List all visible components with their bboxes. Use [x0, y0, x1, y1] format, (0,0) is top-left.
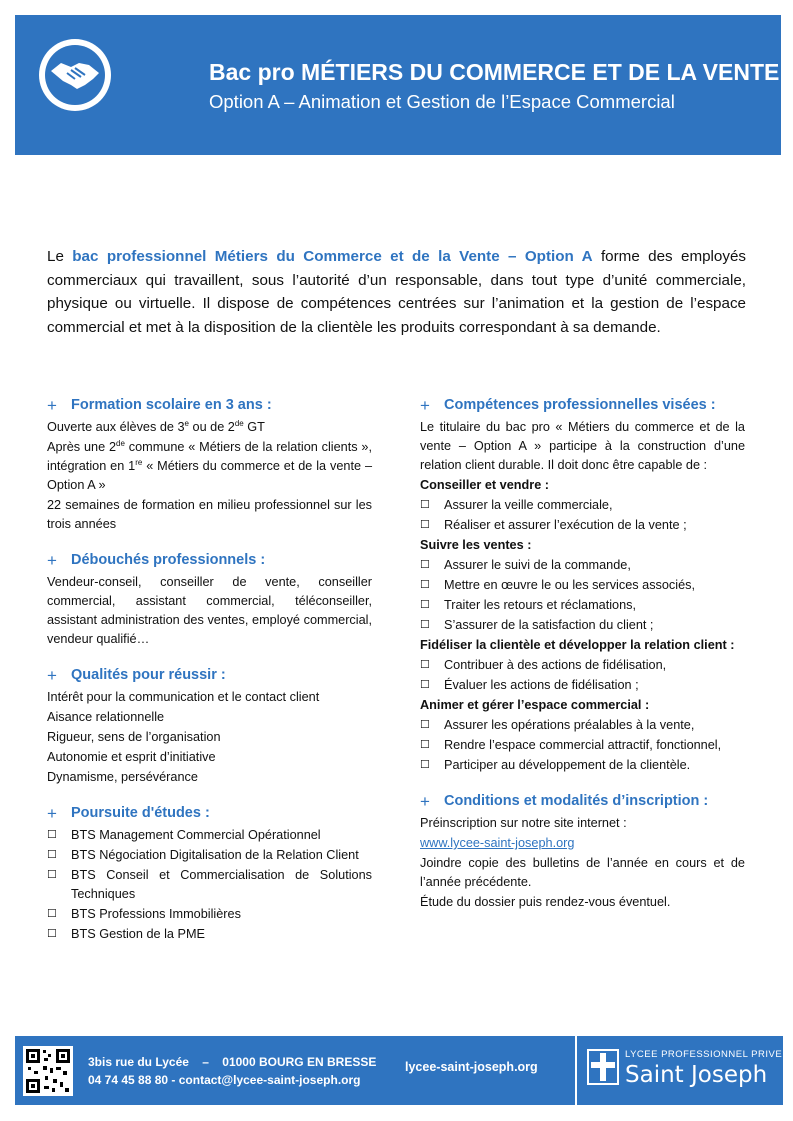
- superscript: de: [116, 438, 125, 448]
- competences-intro: Le titulaire du bac pro « Métiers du commerce et de la vente – Option A » participe à la construction d’une relation client durable. Il doit donc être capable de :: [420, 420, 745, 472]
- plus-icon: +: [47, 666, 57, 685]
- list-item-text: Réaliser et assurer l’exécution de la vente ;: [444, 518, 687, 532]
- checkbox-icon: ☐: [420, 759, 430, 771]
- list-item: [47, 905, 372, 924]
- group-heading: Suivre les ventes :: [420, 538, 532, 552]
- formation-line: [47, 438, 372, 495]
- conditions-etude: Étude du dossier puis rendez-vous éventuel.: [420, 895, 671, 909]
- intro-rest: forme des employés commerciaux qui travaillent, sous l’autorité d’un responsable, dans tout type d’unité commerciale, physique ou virtuelle. Il dispose de compétences centrées sur l’animation et la gestion de l’espace commercial et met à la disposition de la clientèle les produits correspondant à sa demande.: [47, 248, 747, 336]
- cross-logo-icon: [587, 1049, 619, 1085]
- list-item: Intérêt pour la communication et le contact client: [47, 690, 320, 704]
- list-item: [420, 596, 745, 615]
- list-item-text: BTS Conseil et Commercialisation de Solutions Techniques: [71, 868, 372, 901]
- list-item: [420, 556, 745, 575]
- superscript: e: [184, 418, 189, 428]
- list-item: [47, 925, 372, 944]
- checkbox-icon: ☐: [420, 599, 430, 611]
- text: GT: [243, 420, 265, 434]
- section-title-text: Compétences professionnelles visées :: [444, 397, 716, 413]
- text: commune « Métiers de la relation clients », intégration en 1: [47, 440, 372, 473]
- list-item: [420, 576, 745, 595]
- plus-icon: +: [47, 396, 57, 415]
- footer-bar: [15, 1036, 781, 1105]
- list-item-text: BTS Négociation Digitalisation de la Relation Client: [71, 848, 359, 862]
- brand-name: Saint Joseph: [625, 1062, 768, 1088]
- intro-paragraph: [47, 245, 746, 339]
- website-link[interactable]: www.lycee-saint-joseph.org: [420, 836, 575, 850]
- section-title: [47, 396, 372, 415]
- section-formation: [47, 396, 372, 534]
- plus-icon: +: [47, 804, 57, 823]
- section-poursuite: [47, 804, 372, 944]
- brand-small-text: LYCEE PROFESSIONNEL PRIVE: [625, 1049, 783, 1060]
- list-item-text: Évaluer les actions de fidélisation ;: [444, 678, 639, 692]
- list-item-text: BTS Management Commercial Opérationnel: [71, 828, 321, 842]
- checkbox-icon: ☐: [47, 869, 57, 881]
- list-item-text: BTS Professions Immobilières: [71, 907, 241, 921]
- list-item: [420, 676, 745, 695]
- section-title: [47, 551, 372, 570]
- formation-line: 22 semaines de formation en milieu professionnel sur les trois années: [47, 498, 372, 531]
- list-item-text: S’assurer de la satisfaction du client ;: [444, 618, 654, 632]
- checkbox-icon: ☐: [420, 519, 430, 531]
- address-line: 3bis rue du Lycée – 01000 BOURG EN BRESSE: [88, 1055, 377, 1069]
- text: Ouverte aux élèves de 3: [47, 420, 185, 434]
- list-item: [47, 826, 372, 845]
- intro-lead: Le: [47, 248, 73, 265]
- conditions-copy: Joindre copie des bulletins de l’année en cours et de l’année précédente.: [420, 856, 745, 889]
- list-item-text: Assurer les opérations préalables à la vente,: [444, 718, 695, 732]
- section-title-text: Poursuite d'études :: [71, 805, 210, 821]
- text: Après une 2: [47, 440, 117, 454]
- formation-line: [47, 418, 372, 437]
- list-item-text: Contribuer à des actions de fidélisation,: [444, 658, 667, 672]
- contact-line[interactable]: 04 74 45 88 80 - contact@lycee-saint-joseph.org: [88, 1073, 361, 1087]
- list-item-text: Participer au développement de la clientèle.: [444, 758, 691, 772]
- checkbox-icon: ☐: [47, 908, 57, 920]
- list-item: Rigueur, sens de l’organisation: [47, 730, 221, 744]
- section-debouches: [47, 551, 372, 649]
- list-item: [420, 656, 745, 675]
- text: « Métiers du commerce et de la vente – Option A »: [47, 459, 372, 492]
- checkbox-icon: ☐: [47, 928, 57, 940]
- list-item-text: Traiter les retours et réclamations,: [444, 598, 637, 612]
- list-item: [420, 616, 745, 635]
- checkbox-icon: ☐: [420, 679, 430, 691]
- checkbox-icon: ☐: [47, 849, 57, 861]
- list-item: [420, 516, 745, 535]
- handshake-icon: [37, 37, 113, 113]
- group-heading: Animer et gérer l’espace commercial :: [420, 698, 650, 712]
- section-title-text: Formation scolaire en 3 ans :: [71, 397, 272, 413]
- qr-code-icon: [23, 1046, 73, 1096]
- section-title: [47, 666, 372, 685]
- superscript: re: [135, 457, 143, 467]
- list-item: [420, 736, 745, 755]
- plus-icon: +: [420, 396, 430, 415]
- page-subtitle: Option A – Animation et Gestion de l’Espace Commercial: [209, 91, 675, 112]
- section-title-text: Débouchés professionnels :: [71, 552, 266, 568]
- list-item: [420, 756, 745, 775]
- section-competences: [420, 396, 745, 775]
- left-column: [47, 396, 372, 961]
- checkbox-icon: ☐: [420, 659, 430, 671]
- checkbox-icon: ☐: [420, 559, 430, 571]
- header-banner: [15, 15, 781, 155]
- checkbox-icon: ☐: [47, 829, 57, 841]
- list-item-text: BTS Gestion de la PME: [71, 927, 205, 941]
- right-column: [420, 396, 745, 929]
- intro-highlight: bac professionnel Métiers du Commerce et de la Vente – Option A: [72, 248, 593, 265]
- section-qualites: [47, 666, 372, 787]
- superscript: de: [234, 418, 244, 428]
- checkbox-icon: ☐: [420, 739, 430, 751]
- list-item-text: Assurer la veille commerciale,: [444, 498, 613, 512]
- list-item: Autonomie et esprit d’initiative: [47, 750, 216, 764]
- debouches-text: Vendeur-conseil, conseiller de vente, conseiller commercial, assistant commercial, téléconseiller, assistant administration des ventes, employé commercial, vendeur qualifié…: [47, 575, 372, 646]
- checkbox-icon: ☐: [420, 579, 430, 591]
- section-title-text: Qualités pour réussir :: [71, 667, 226, 683]
- text: ou de 2: [188, 420, 235, 434]
- section-title: [420, 396, 745, 415]
- footer-site-link[interactable]: lycee-saint-joseph.org: [405, 1060, 538, 1074]
- list-item-text: Rendre l’espace commercial attractif, fonctionnel,: [444, 738, 722, 752]
- plus-icon: +: [47, 551, 57, 570]
- school-logo: [575, 1036, 783, 1105]
- list-item: Aisance relationnelle: [47, 710, 165, 724]
- list-item: [420, 716, 745, 735]
- list-item-text: Assurer le suivi de la commande,: [444, 558, 631, 572]
- checkbox-icon: ☐: [420, 499, 430, 511]
- list-item: Dynamisme, persévérance: [47, 770, 198, 784]
- group-heading: Conseiller et vendre :: [420, 478, 550, 492]
- group-heading: Fidéliser la clientèle et développer la relation client :: [420, 638, 735, 652]
- list-item: [47, 866, 372, 904]
- plus-icon: +: [420, 792, 430, 811]
- section-title: [47, 804, 372, 823]
- list-item: [420, 496, 745, 515]
- conditions-pre: Préinscription sur notre site internet :: [420, 816, 627, 830]
- section-title-text: Conditions et modalités d’inscription :: [444, 793, 709, 809]
- page-title: Bac pro MÉTIERS DU COMMERCE ET DE LA VENTE: [209, 59, 780, 85]
- checkbox-icon: ☐: [420, 719, 430, 731]
- checkbox-icon: ☐: [420, 619, 430, 631]
- footer-address: [88, 1053, 376, 1089]
- section-conditions: [420, 792, 745, 912]
- section-title: [420, 792, 745, 811]
- list-item: [47, 846, 372, 865]
- list-item-text: Mettre en œuvre le ou les services associés,: [444, 578, 696, 592]
